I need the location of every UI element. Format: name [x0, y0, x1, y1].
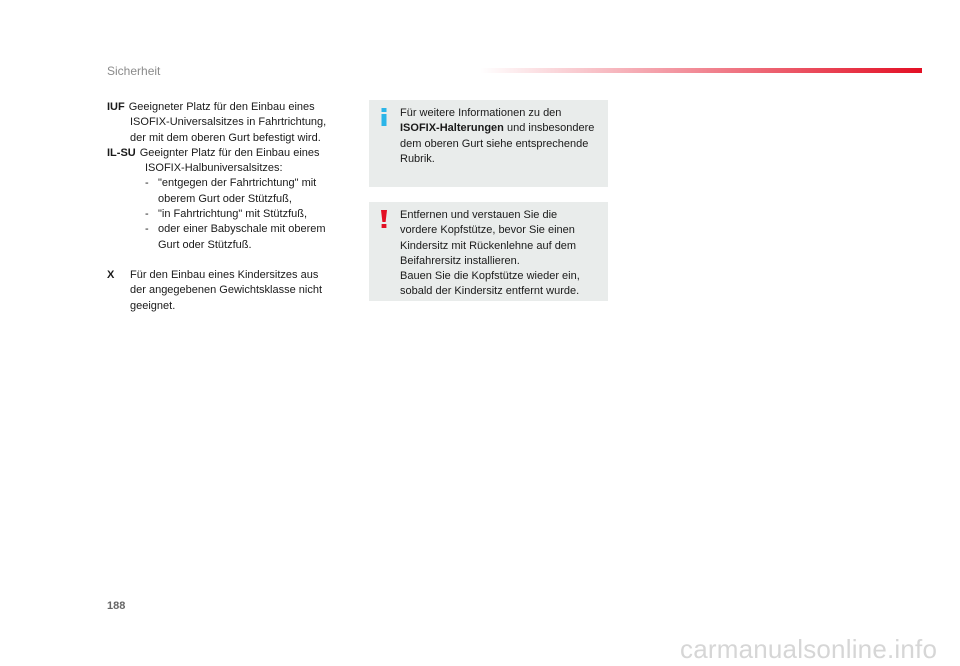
info-text-line: dem oberen Gurt siehe entsprechende	[400, 137, 589, 150]
header-accent-bar	[480, 68, 922, 73]
definition-text-line: der mit dem oberen Gurt befestigt wird.	[130, 131, 321, 144]
list-item-text: oder einer Babyschale mit oberem	[158, 223, 326, 236]
definition-text-line: der angegebenen Gewichtsklasse nicht	[130, 284, 323, 297]
exclamation-icon	[377, 210, 391, 228]
info-text-line	[400, 121, 605, 136]
info-text-line: Rubrik.	[400, 152, 435, 165]
warning-text-line: sobald der Kindersitz entfernt wurde.	[400, 285, 580, 298]
definition-iuf	[107, 100, 347, 146]
list-dash: -	[145, 223, 149, 236]
definition-sub-list	[107, 176, 347, 252]
list-item	[145, 176, 347, 207]
definition-text-line: Für den Einbau eines Kindersitzes aus	[130, 268, 319, 281]
warning-text-line: vordere Kopfstütze, bevor Sie einen	[400, 224, 575, 237]
info-icon	[377, 108, 391, 126]
definition-term-il-su: IL-SU	[107, 146, 136, 159]
list-item-text: "entgegen der Fahrtrichtung" mit	[158, 177, 317, 190]
list-item-text: Gurt oder Stützfuß.	[158, 238, 252, 251]
definition-text-line: Geeigneter Platz für den Einbau eines	[128, 101, 315, 113]
definition-term-iuf: IUF	[107, 101, 125, 113]
page-header-title: Sicherheit	[107, 64, 161, 78]
list-item-text: "in Fahrtrichtung" mit Stützfuß,	[158, 208, 308, 221]
list-item	[145, 207, 347, 222]
warning-text-line: Kindersitz mit Rückenlehne auf dem	[400, 239, 577, 252]
definitions-column	[107, 100, 347, 314]
warning-text-line: Bauen Sie die Kopfstütze wieder ein,	[400, 270, 580, 283]
list-item-text: oberem Gurt oder Stützfuß,	[158, 192, 292, 205]
list-item	[145, 222, 347, 253]
definition-term-x: X	[107, 268, 115, 281]
warning-text-line: Entfernen und verstauen Sie die	[400, 209, 558, 221]
warning-text-line: Beifahrersitz installieren.	[400, 254, 520, 267]
page-number: 188	[107, 600, 126, 612]
definition-text-line: ISOFIX-Universalsitzes in Fahrtrichtung,	[130, 116, 327, 129]
definition-text-line: Geeignter Platz für den Einbau eines	[139, 146, 320, 159]
list-dash: -	[145, 177, 149, 190]
definition-text-line: geeignet.	[130, 299, 176, 312]
info-text-fragment: und insbesondere	[503, 122, 595, 135]
info-box-text	[400, 106, 605, 167]
info-text-line: Für weitere Informationen zu den	[400, 107, 562, 119]
info-bold-term: ISOFIX-Halterungen	[400, 122, 504, 135]
definition-text-line: ISOFIX-Halbuniversalsitzes:	[145, 162, 283, 175]
list-dash: -	[145, 208, 149, 221]
definition-x	[107, 268, 347, 314]
warning-box	[369, 202, 608, 301]
watermark-text: carmanualsonline.info	[680, 634, 938, 664]
warning-box-text	[400, 208, 605, 300]
definition-il-su	[107, 146, 347, 253]
info-box	[369, 100, 608, 187]
